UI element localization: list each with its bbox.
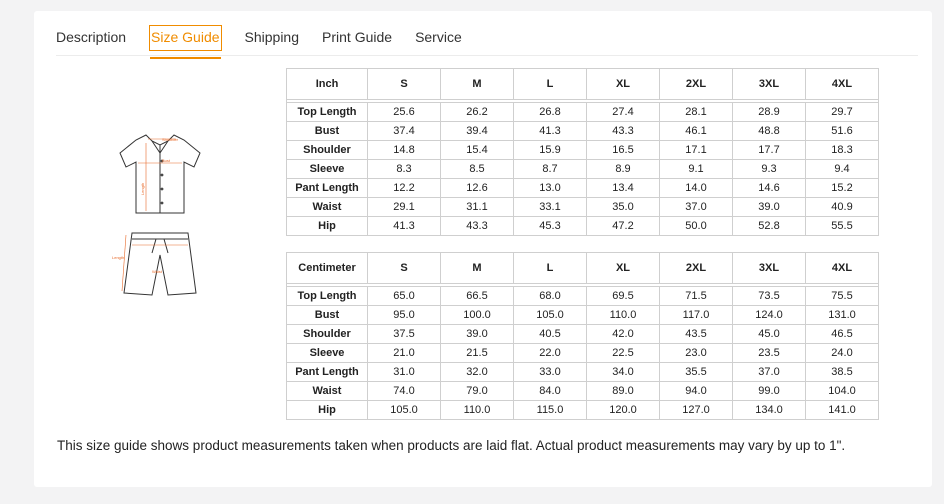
measurement-value: 25.6 xyxy=(368,103,441,122)
measurement-value: 28.9 xyxy=(733,103,806,122)
measurement-value: 99.0 xyxy=(733,382,806,401)
measurement-value: 104.0 xyxy=(806,382,879,401)
measurement-value: 89.0 xyxy=(587,382,660,401)
measurement-value: 117.0 xyxy=(660,306,733,325)
shorts-length-label: Length xyxy=(112,255,125,260)
measurement-value: 14.0 xyxy=(660,179,733,198)
shorts-measurement-diagram xyxy=(112,225,208,301)
tab-size-guide[interactable]: Size Guide xyxy=(149,25,221,51)
measurement-value: 9.1 xyxy=(660,160,733,179)
size-header: M xyxy=(441,69,514,100)
measurement-value: 42.0 xyxy=(587,325,660,344)
size-table-centimeter xyxy=(286,252,879,420)
shirt-bust-label: Bust xyxy=(162,158,171,163)
measurement-value: 26.2 xyxy=(441,103,514,122)
measurement-value: 12.6 xyxy=(441,179,514,198)
measurement-value: 22.5 xyxy=(587,344,660,363)
measurement-value: 37.4 xyxy=(368,122,441,141)
measurement-label: Waist xyxy=(287,382,368,401)
measurement-value: 32.0 xyxy=(441,363,514,382)
measurement-label: Hip xyxy=(287,401,368,420)
measurement-value: 37.0 xyxy=(733,363,806,382)
measurement-value: 51.6 xyxy=(806,122,879,141)
table-row xyxy=(287,122,879,141)
measurement-label: Shoulder xyxy=(287,141,368,160)
measurement-value: 35.5 xyxy=(660,363,733,382)
size-header: XL xyxy=(587,253,660,284)
measurement-value: 94.0 xyxy=(660,382,733,401)
measurement-value: 115.0 xyxy=(514,401,587,420)
tab-shipping[interactable]: Shipping xyxy=(244,29,300,45)
measurement-value: 16.5 xyxy=(587,141,660,160)
measurement-label: Top Length xyxy=(287,287,368,306)
measurement-value: 31.0 xyxy=(368,363,441,382)
measurement-label: Bust xyxy=(287,122,368,141)
measurement-value: 27.4 xyxy=(587,103,660,122)
tab-bar xyxy=(56,25,918,56)
measurement-value: 134.0 xyxy=(733,401,806,420)
measurement-value: 46.1 xyxy=(660,122,733,141)
measurement-value: 40.9 xyxy=(806,198,879,217)
measurement-value: 15.4 xyxy=(441,141,514,160)
measurement-value: 124.0 xyxy=(733,306,806,325)
table-row xyxy=(287,198,879,217)
measurement-value: 47.2 xyxy=(587,217,660,236)
unit-header: Centimeter xyxy=(287,253,368,284)
size-header: L xyxy=(514,253,587,284)
measurement-value: 9.4 xyxy=(806,160,879,179)
measurement-value: 79.0 xyxy=(441,382,514,401)
measurement-value: 26.8 xyxy=(514,103,587,122)
table-row xyxy=(287,306,879,325)
measurement-value: 29.1 xyxy=(368,198,441,217)
product-info-card xyxy=(34,11,932,487)
measurement-value: 68.0 xyxy=(514,287,587,306)
measurement-value: 40.5 xyxy=(514,325,587,344)
table-row xyxy=(287,363,879,382)
size-header: 4XL xyxy=(806,253,879,284)
table-row xyxy=(287,217,879,236)
measurement-value: 9.3 xyxy=(733,160,806,179)
table-header-row xyxy=(287,69,879,100)
measurement-value: 8.5 xyxy=(441,160,514,179)
tab-print-guide[interactable]: Print Guide xyxy=(322,29,393,45)
measurement-label: Sleeve xyxy=(287,344,368,363)
size-header: M xyxy=(441,253,514,284)
measurement-value: 46.5 xyxy=(806,325,879,344)
measurement-value: 41.3 xyxy=(514,122,587,141)
measurement-value: 29.7 xyxy=(806,103,879,122)
measurement-value: 23.0 xyxy=(660,344,733,363)
measurement-label: Waist xyxy=(287,198,368,217)
measurement-value: 33.0 xyxy=(514,363,587,382)
table-row xyxy=(287,344,879,363)
measurement-label: Pant Length xyxy=(287,363,368,382)
size-table-inch xyxy=(286,68,879,236)
measurement-value: 66.5 xyxy=(441,287,514,306)
measurement-value: 43.3 xyxy=(587,122,660,141)
measurement-value: 55.5 xyxy=(806,217,879,236)
measurement-value: 15.2 xyxy=(806,179,879,198)
measurement-value: 28.1 xyxy=(660,103,733,122)
measurement-value: 43.5 xyxy=(660,325,733,344)
measurement-value: 34.0 xyxy=(587,363,660,382)
measurement-value: 39.4 xyxy=(441,122,514,141)
measurement-value: 18.3 xyxy=(806,141,879,160)
table-row xyxy=(287,160,879,179)
measurement-value: 141.0 xyxy=(806,401,879,420)
measurement-value: 13.4 xyxy=(587,179,660,198)
table-row xyxy=(287,401,879,420)
table-row xyxy=(287,325,879,344)
measurement-value: 38.5 xyxy=(806,363,879,382)
measurement-value: 8.7 xyxy=(514,160,587,179)
measurement-value: 105.0 xyxy=(368,401,441,420)
measurement-value: 23.5 xyxy=(733,344,806,363)
measurement-value: 75.5 xyxy=(806,287,879,306)
size-header: 4XL xyxy=(806,69,879,100)
tab-description[interactable]: Description xyxy=(56,29,127,45)
size-header: 2XL xyxy=(660,253,733,284)
measurement-value: 12.2 xyxy=(368,179,441,198)
measurement-value: 39.0 xyxy=(441,325,514,344)
measurement-value: 73.5 xyxy=(733,287,806,306)
measurement-value: 8.3 xyxy=(368,160,441,179)
measurement-value: 24.0 xyxy=(806,344,879,363)
table-row xyxy=(287,287,879,306)
measurement-value: 110.0 xyxy=(587,306,660,325)
measurement-value: 127.0 xyxy=(660,401,733,420)
table-row xyxy=(287,382,879,401)
shirt-length-label: Length xyxy=(140,182,145,195)
size-guide-note: This size guide shows product measurements taken when products are laid flat. Actual product measurements may vary by up to 1". xyxy=(57,438,846,453)
table-row xyxy=(287,179,879,198)
table-header-row xyxy=(287,253,879,284)
measurement-value: 48.8 xyxy=(733,122,806,141)
measurement-value: 43.3 xyxy=(441,217,514,236)
measurement-value: 74.0 xyxy=(368,382,441,401)
measurement-label: Hip xyxy=(287,217,368,236)
size-header: L xyxy=(514,69,587,100)
measurement-value: 14.8 xyxy=(368,141,441,160)
measurement-label: Sleeve xyxy=(287,160,368,179)
shorts-waist-label: Waist xyxy=(152,269,162,274)
measurement-value: 52.8 xyxy=(733,217,806,236)
shirt-measurement-diagram xyxy=(112,131,208,217)
measurement-label: Shoulder xyxy=(287,325,368,344)
measurement-label: Top Length xyxy=(287,103,368,122)
measurement-label: Bust xyxy=(287,306,368,325)
measurement-value: 120.0 xyxy=(587,401,660,420)
size-header: 2XL xyxy=(660,69,733,100)
size-header: S xyxy=(368,69,441,100)
measurement-value: 13.0 xyxy=(514,179,587,198)
size-header: XL xyxy=(587,69,660,100)
measurement-value: 17.7 xyxy=(733,141,806,160)
measurement-value: 50.0 xyxy=(660,217,733,236)
measurement-value: 45.0 xyxy=(733,325,806,344)
size-header: S xyxy=(368,253,441,284)
measurement-value: 33.1 xyxy=(514,198,587,217)
measurement-value: 17.1 xyxy=(660,141,733,160)
measurement-value: 105.0 xyxy=(514,306,587,325)
shirt-shoulder-label: Shoulder xyxy=(162,137,179,142)
size-header: 3XL xyxy=(733,69,806,100)
measurement-value: 95.0 xyxy=(368,306,441,325)
tab-service[interactable]: Service xyxy=(415,29,462,45)
measurement-value: 131.0 xyxy=(806,306,879,325)
measurement-value: 71.5 xyxy=(660,287,733,306)
measurement-value: 15.9 xyxy=(514,141,587,160)
table-row xyxy=(287,141,879,160)
measurement-value: 8.9 xyxy=(587,160,660,179)
measurement-label: Pant Length xyxy=(287,179,368,198)
unit-header: Inch xyxy=(287,69,368,100)
measurement-value: 21.5 xyxy=(441,344,514,363)
measurement-value: 100.0 xyxy=(441,306,514,325)
measurement-value: 69.5 xyxy=(587,287,660,306)
measurement-value: 39.0 xyxy=(733,198,806,217)
measurement-value: 37.0 xyxy=(660,198,733,217)
measurement-value: 65.0 xyxy=(368,287,441,306)
measurement-value: 14.6 xyxy=(733,179,806,198)
measurement-value: 45.3 xyxy=(514,217,587,236)
measurement-value: 35.0 xyxy=(587,198,660,217)
measurement-value: 37.5 xyxy=(368,325,441,344)
size-header: 3XL xyxy=(733,253,806,284)
measurement-value: 21.0 xyxy=(368,344,441,363)
measurement-value: 41.3 xyxy=(368,217,441,236)
measurement-value: 22.0 xyxy=(514,344,587,363)
measurement-value: 84.0 xyxy=(514,382,587,401)
measurement-value: 31.1 xyxy=(441,198,514,217)
measurement-value: 110.0 xyxy=(441,401,514,420)
table-row xyxy=(287,103,879,122)
